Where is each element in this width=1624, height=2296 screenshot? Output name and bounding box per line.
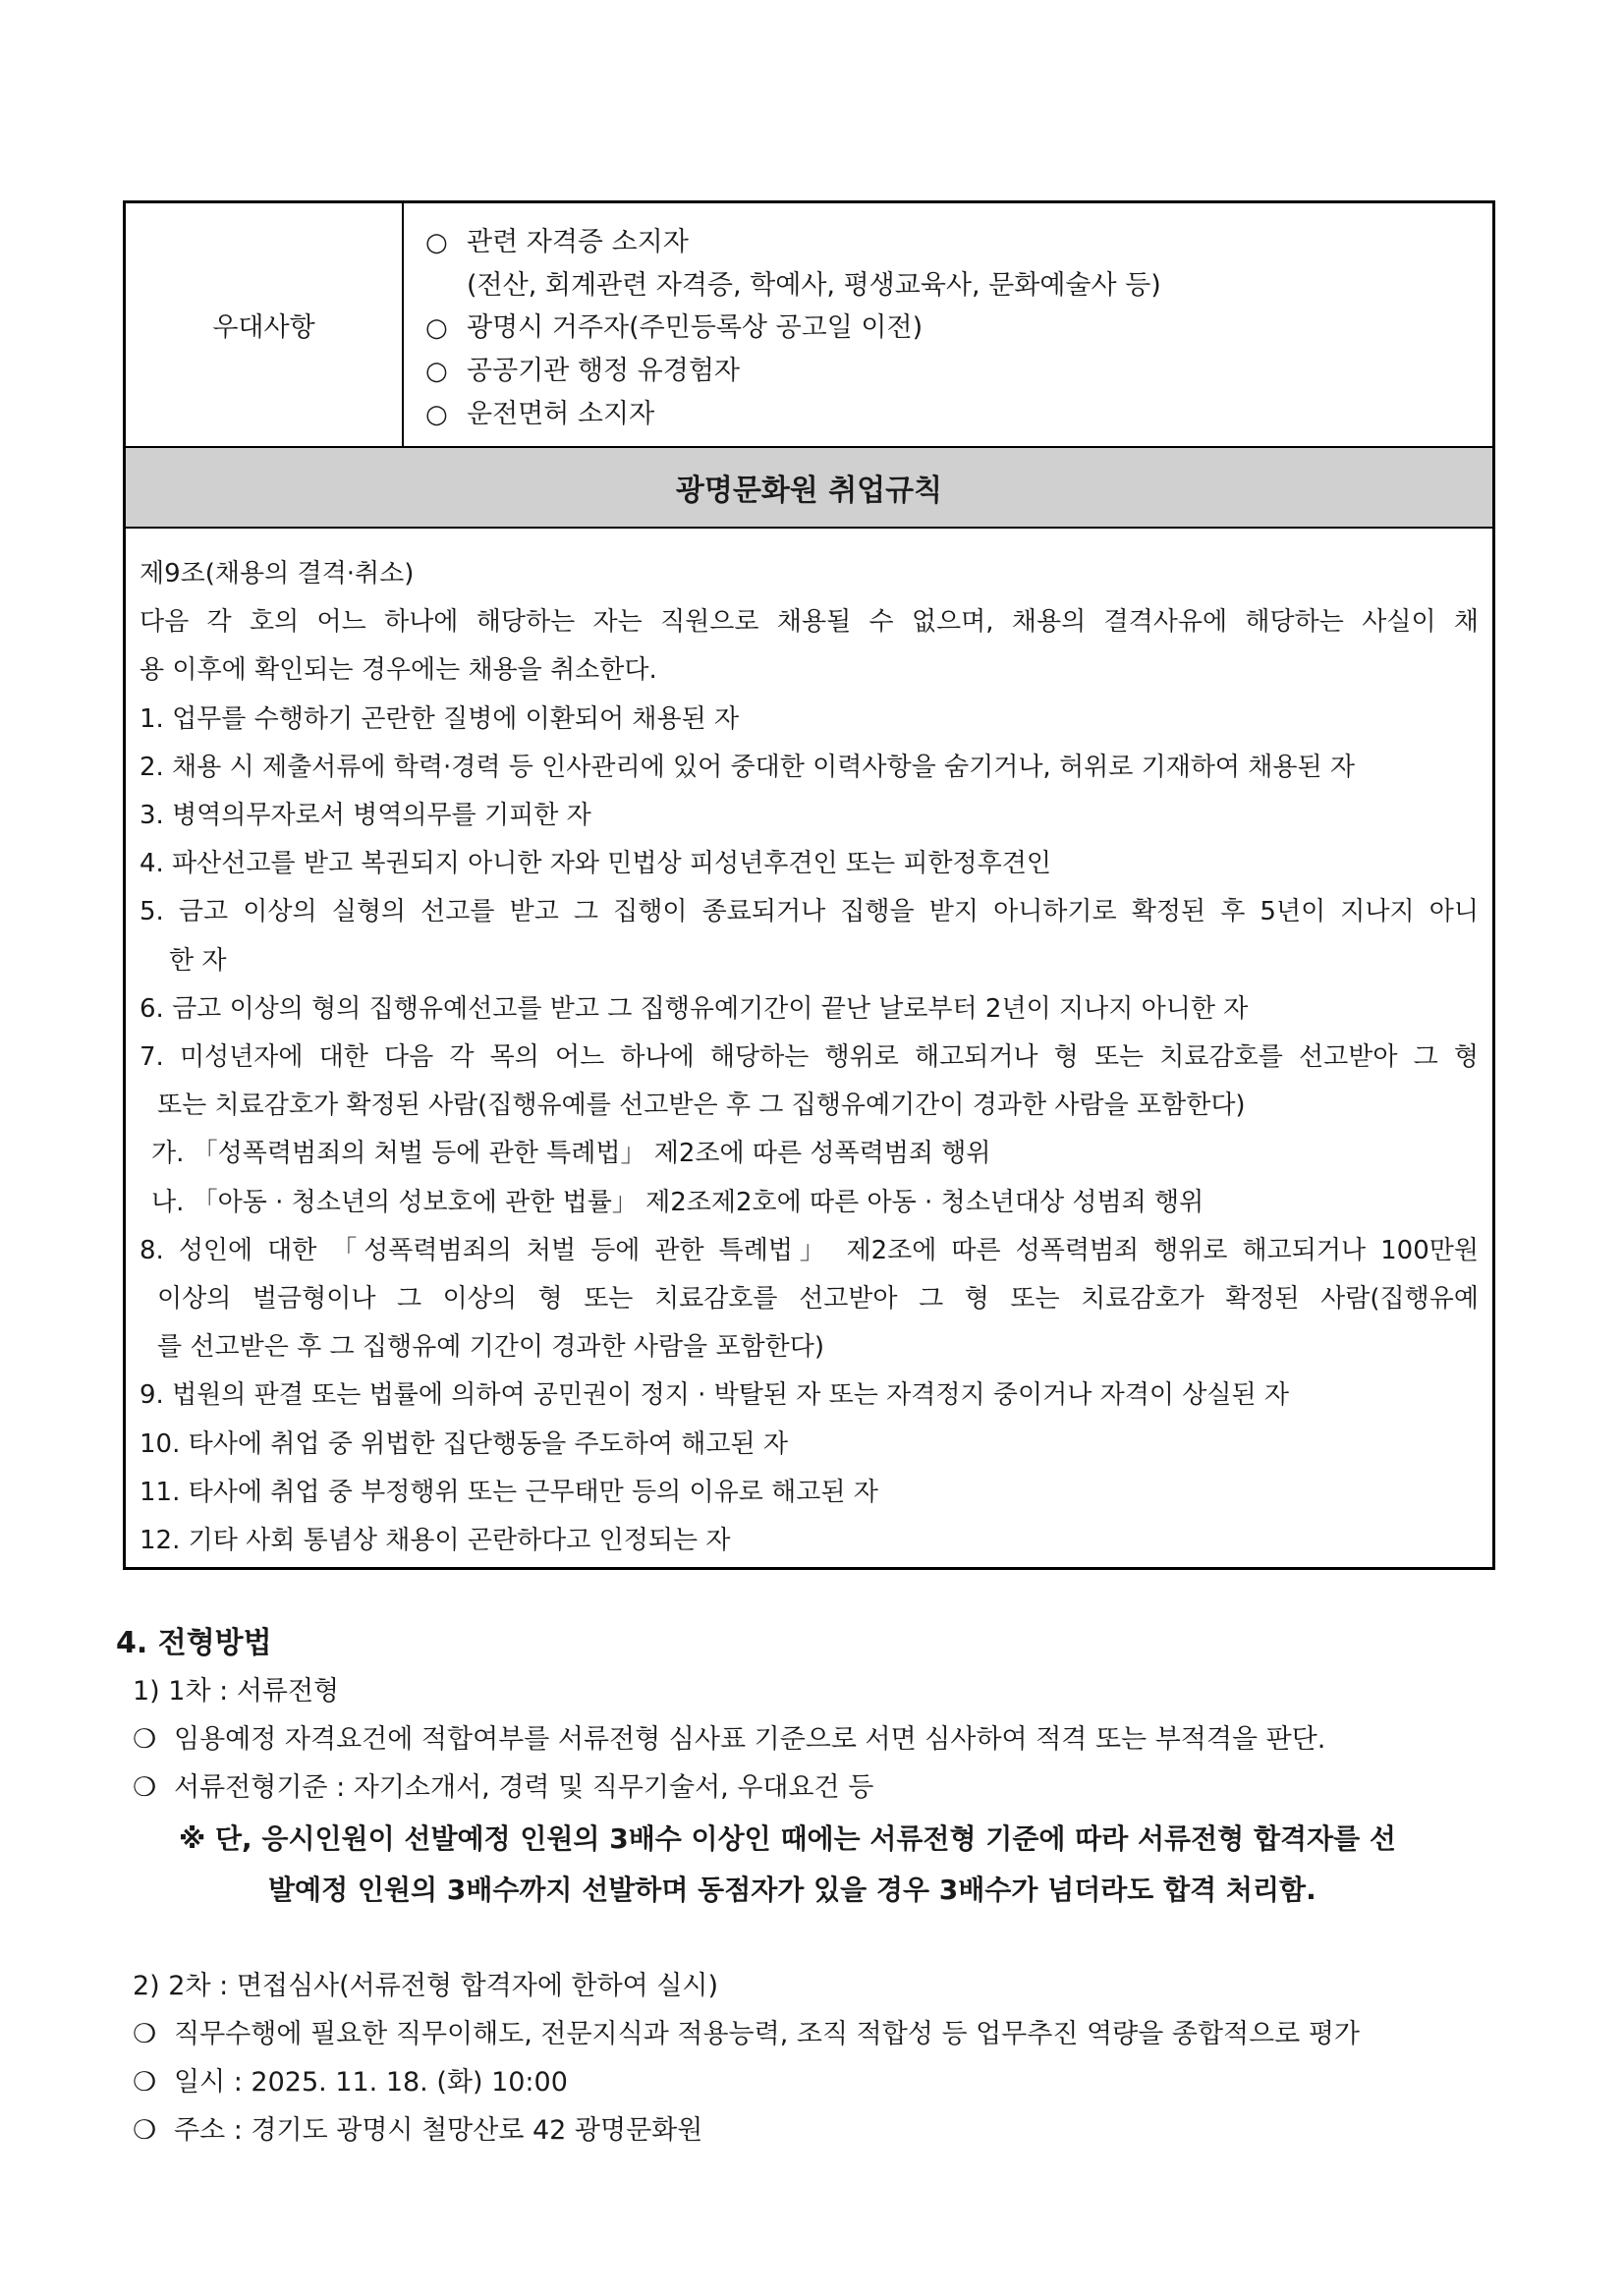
preferences-row [126, 203, 1492, 448]
circle-bullet-icon: ○ [425, 228, 448, 257]
stage1-item [116, 1764, 1511, 1812]
preference-text: 공공기관 행정 유경험자 [467, 356, 740, 386]
rule-item: 4. 파산선고를 받고 복권되지 아니한 자와 민법상 피성년후견인 또는 피한정후견인 [140, 849, 1052, 879]
note-line: ※ 단, 응시인원이 선발예정 인원의 3배수 이상인 때에는 서류전형 기준에 따라 서류전형 합격자를 선 [179, 1822, 1396, 1855]
circle-bullet-icon: ❍ [133, 1724, 157, 1755]
article-intro-line: 다음 각 호의 어느 하나에 해당하는 자는 직원으로 채용될 수 없으며, 채용의 결격사유에 해당하는 사실이 채 [140, 607, 1479, 638]
rule-item: 10. 타사에 취업 중 위법한 집단행동을 주도하여 해고된 자 [140, 1428, 789, 1459]
stage2-item [116, 2106, 1511, 2155]
stage1-item-text: 서류전형기준 : 자기소개서, 경력 및 직무기술서, 우대요건 등 [174, 1772, 874, 1803]
preference-text: 관련 자격증 소지자 [467, 227, 689, 257]
stage2-label: 2) 2차 : 면접심사(서류전형 합격자에 한하여 실시) [133, 1971, 719, 2001]
rule-item: 1. 업무를 수행하기 곤란한 질병에 이환되어 채용된 자 [140, 703, 740, 734]
note-line: 발예정 인원의 3배수까지 선발하며 동점자가 있을 경우 3배수가 넘더라도 합격 처리함. [268, 1874, 1316, 1906]
rules-body [126, 529, 1492, 1567]
preference-text: 광명시 거주자(주민등록상 공고일 이전) [467, 312, 924, 343]
rule-subitem: 가. 「성폭력범죄의 처벌 등에 관한 특례법」 제2조에 따른 성폭력범죄 행위 [151, 1139, 991, 1169]
circle-bullet-icon: ❍ [133, 2019, 157, 2049]
rule-item: 3. 병역의무자로서 병역의무를 기피한 자 [140, 801, 591, 831]
circle-bullet-icon: ❍ [133, 1772, 157, 1803]
rule-item-continuation: 이상의 벌금형이나 그 이상의 형 또는 치료감호를 선고받아 그 형 또는 치료감호가 확정된 사람(집행유예 [157, 1284, 1479, 1315]
rule-item: 5. 금고 이상의 실형의 선고를 받고 그 집행이 종료되거나 집행을 받지 아니하기로 확정된 후 5년이 지나지 아니 [140, 897, 1479, 927]
circle-bullet-icon: ❍ [133, 2067, 157, 2098]
circle-bullet-icon: ○ [425, 400, 448, 429]
rules-heading: 광명문화원 취업규칙 [126, 448, 1492, 529]
rule-item: 2. 채용 시 제출서류에 학력·경력 등 인사관리에 있어 중대한 이력사항을 숨기거나, 허위로 기재하여 채용된 자 [140, 752, 1356, 782]
section-title: 4. 전형방법 [116, 1626, 272, 1660]
preferences-list [404, 203, 1492, 446]
circle-bullet-icon: ○ [425, 357, 448, 386]
article-title: 제9조(채용의 결격·취소) [140, 559, 415, 588]
preferences-label: 우대사항 [126, 203, 404, 446]
rule-item: 8. 성인에 대한 「성폭력범죄의 처벌 등에 관한 특례법」 제2조에 따른 성폭력범죄 행위로 해고되거나 100만원 [140, 1235, 1479, 1265]
stage2-item [116, 2010, 1511, 2058]
info-table [123, 200, 1495, 1570]
stage2-item [116, 2058, 1511, 2106]
preference-item [425, 350, 1492, 393]
rule-item: 11. 타사에 취업 중 부정행위 또는 근무태만 등의 이유로 해고된 자 [140, 1477, 878, 1507]
stage1-item-text: 임용예정 자격요건에 적합여부를 서류전형 심사표 기준으로 서면 심사하여 적격 또는 부적격을 판단. [174, 1724, 1326, 1755]
circle-bullet-icon: ❍ [133, 2115, 157, 2146]
preference-item [425, 307, 1492, 350]
rule-item-continuation: 를 선고받은 후 그 집행유예 기간이 경과한 사람을 포함한다) [157, 1332, 825, 1363]
rule-item-continuation: 또는 치료감호가 확정된 사람(집행유예를 선고받은 후 그 집행유예기간이 경과한 사람을 포함한다) [157, 1091, 1246, 1121]
stage2-item-text: 일시 : 2025. 11. 18. (화) 10:00 [174, 2067, 568, 2098]
preference-subtext: (전산, 회계관련 자격증, 학예사, 평생교육사, 문화예술사 등) [467, 270, 1161, 301]
rule-item: 6. 금고 이상의 형의 집행유예선고를 받고 그 집행유예기간이 끝난 날로부터 2년이 지나지 아니한 자 [140, 993, 1249, 1024]
rule-subitem: 나. 「아동 · 청소년의 성보호에 관한 법률」 제2조제2호에 따른 아동 · 청소년대상 성범죄 행위 [151, 1187, 1204, 1217]
preference-item [425, 393, 1492, 436]
rule-item: 12. 기타 사회 통념상 채용이 곤란하다고 인정되는 자 [140, 1526, 731, 1556]
rule-item: 7. 미성년자에 대한 다음 각 목의 어느 하나에 해당하는 행위로 해고되거나 형 또는 치료감호를 선고받아 그 형 [140, 1042, 1479, 1073]
article-intro-line: 용 이후에 확인되는 경우에는 채용을 취소한다. [140, 655, 657, 686]
preference-text: 운전면허 소지자 [467, 399, 655, 429]
selection-method-section [116, 1619, 1511, 2155]
circle-bullet-icon: ○ [425, 313, 448, 343]
preference-item [425, 221, 1492, 264]
stage1-label: 1) 1차 : 서류전형 [133, 1676, 340, 1707]
stage2-item-text: 주소 : 경기도 광명시 철망산로 42 광명문화원 [174, 2115, 703, 2146]
rule-item: 9. 법원의 판결 또는 법률에 의하여 공민권이 정지 · 박탈된 자 또는 자격정지 중이거나 자격이 상실된 자 [140, 1380, 1289, 1411]
stage2-item-text: 직무수행에 필요한 직무이해도, 전문지식과 적용능력, 조직 적합성 등 업무추진 역량을 종합적으로 평가 [174, 2019, 1361, 2049]
rule-item-continuation: 한 자 [169, 945, 227, 976]
stage1-note [116, 1814, 1511, 1916]
stage1-item [116, 1715, 1511, 1764]
